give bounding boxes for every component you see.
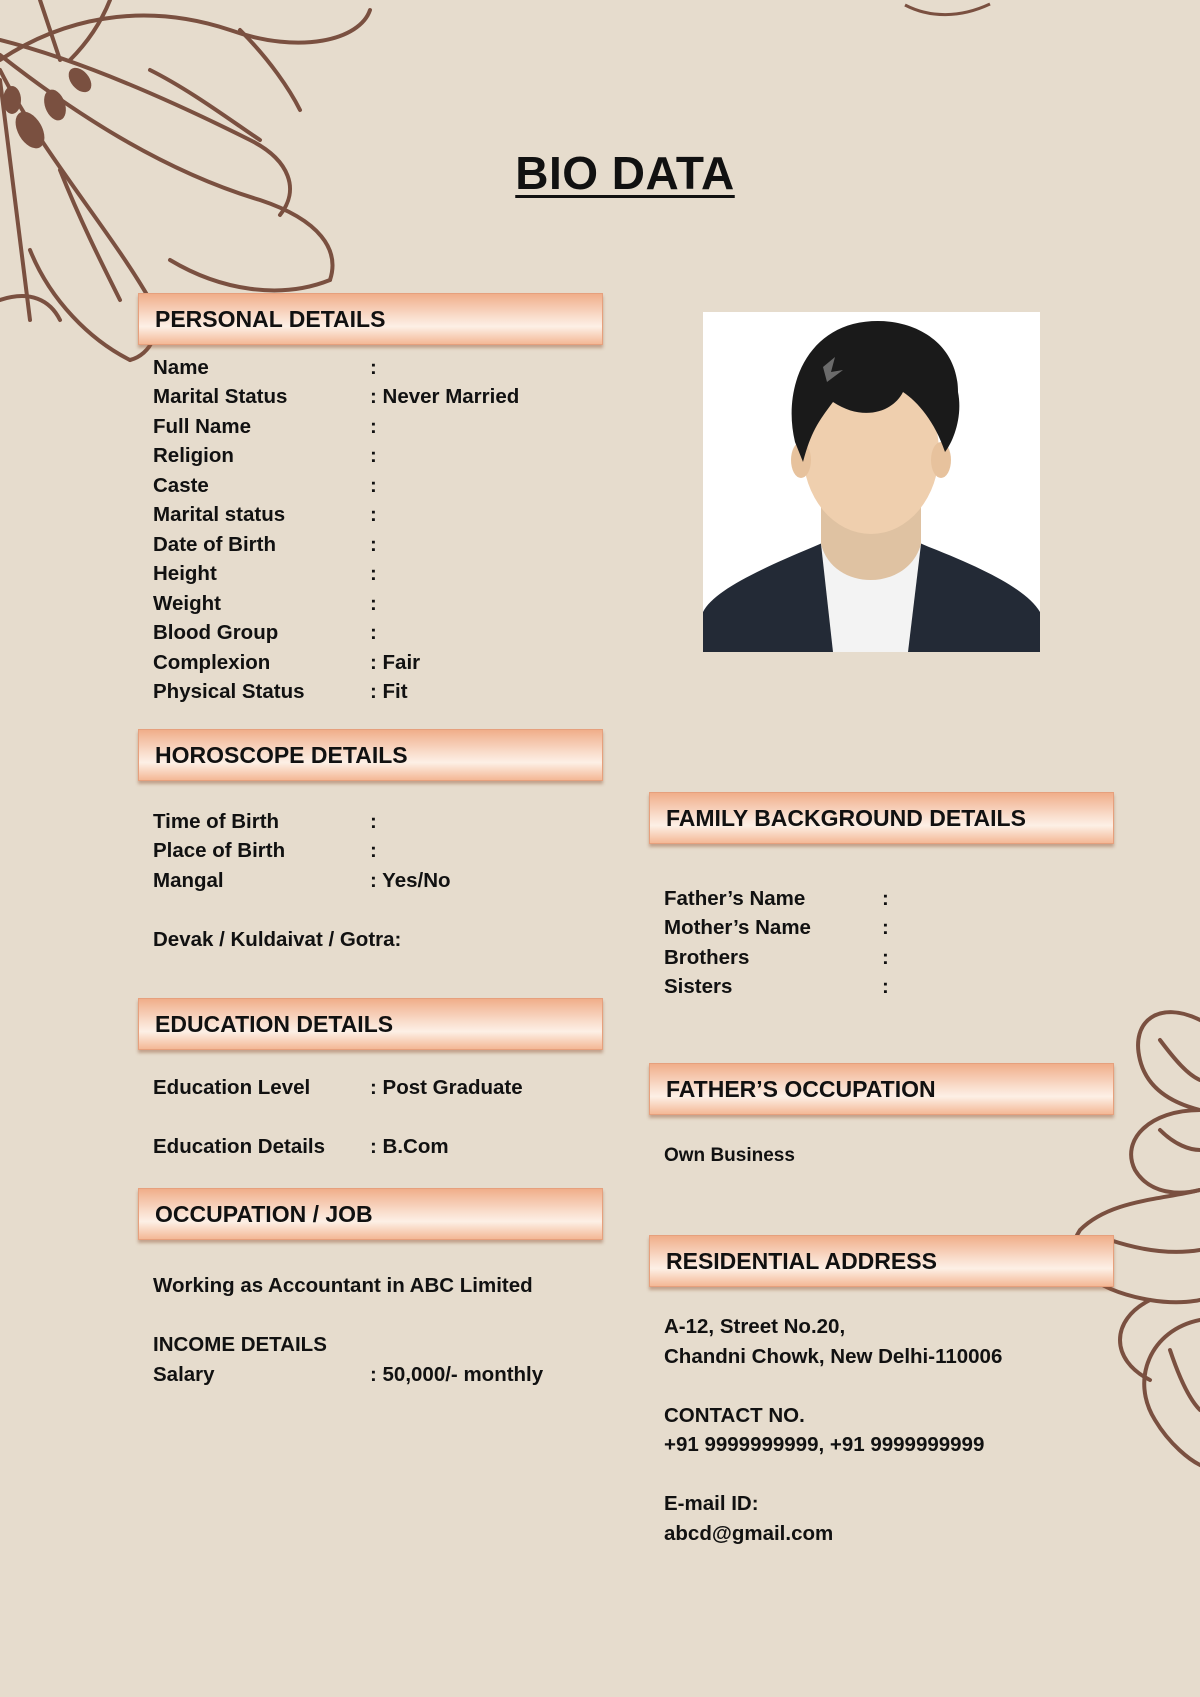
gotra-line: Devak / Kuldaivat / Gotra: xyxy=(153,928,402,951)
address-block xyxy=(664,1312,1002,1548)
personal-details-heading: PERSONAL DETAILS xyxy=(138,293,603,345)
horoscope-details-heading: HOROSCOPE DETAILS xyxy=(138,729,603,781)
family-background-heading: FAMILY BACKGROUND DETAILS xyxy=(649,792,1114,844)
fathers-occupation-heading: FATHER’S OCCUPATION xyxy=(649,1063,1114,1115)
email-value: abcd@gmail.com xyxy=(664,1521,834,1545)
contact-label: CONTACT NO. xyxy=(664,1403,805,1427)
residential-address-heading: RESIDENTIAL ADDRESS xyxy=(649,1235,1114,1287)
occupation-text: Working as Accountant in ABC Limited xyxy=(153,1274,533,1297)
profile-photo xyxy=(703,312,1040,652)
address-line-2: Chandni Chowk, New Delhi-110006 xyxy=(664,1344,1003,1368)
education-details-heading: EDUCATION DETAILS xyxy=(138,998,603,1050)
occupation-heading: OCCUPATION / JOB xyxy=(138,1188,603,1240)
email-label: E-mail ID: xyxy=(664,1492,759,1515)
income-heading: INCOME DETAILS xyxy=(153,1333,327,1356)
page-title: BIO DATA xyxy=(515,147,735,199)
fathers-occupation-text: Own Business xyxy=(664,1145,795,1166)
avatar-placeholder-icon xyxy=(703,312,1040,652)
flower-decoration-top-right xyxy=(900,0,1020,20)
address-line-1: A-12, Street No.20, xyxy=(664,1315,846,1338)
contact-value: +91 9999999999, +91 9999999999 xyxy=(664,1433,985,1456)
